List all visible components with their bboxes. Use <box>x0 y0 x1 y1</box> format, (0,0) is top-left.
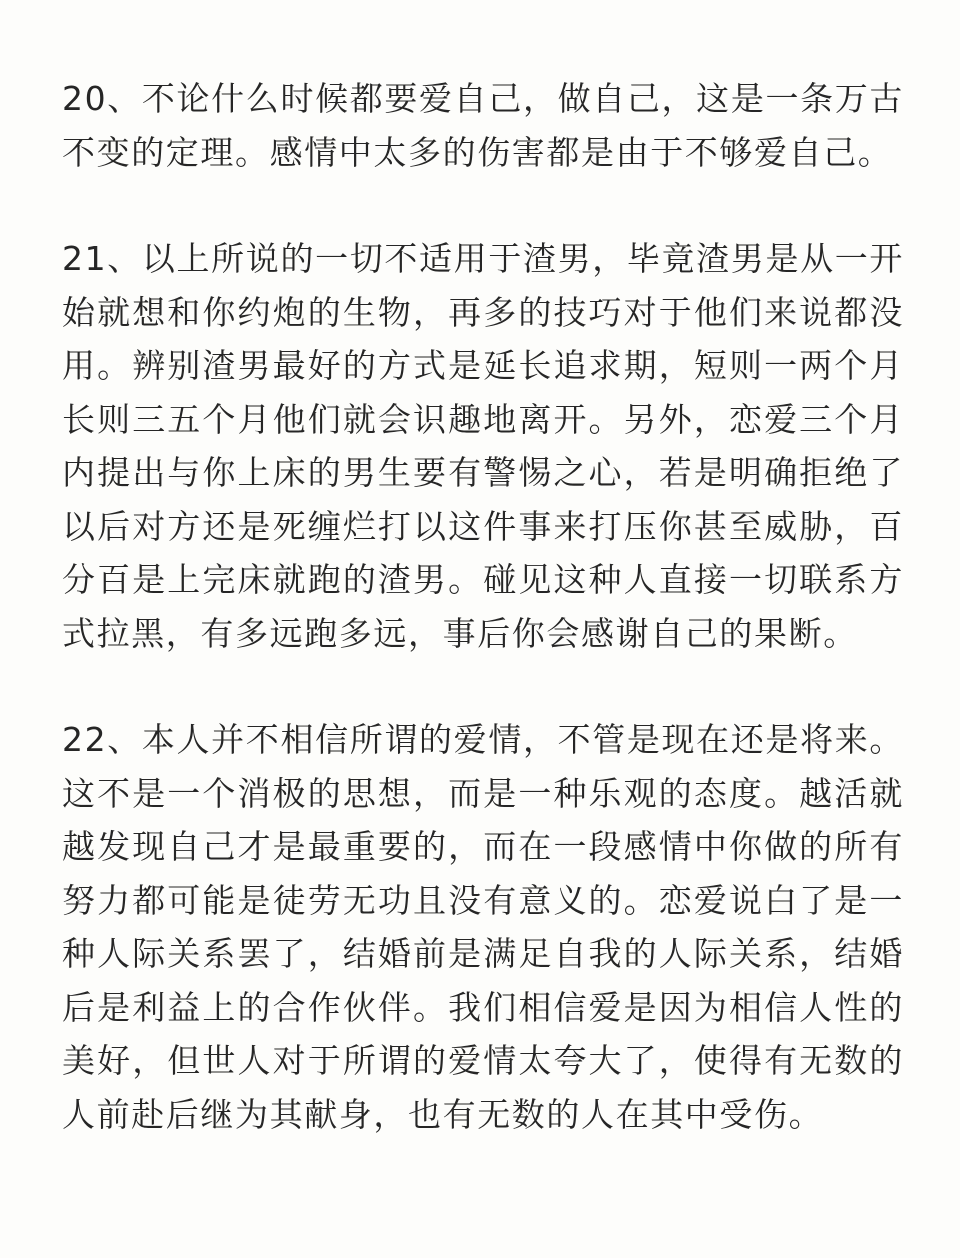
paragraph-22: 22、本人并不相信所谓的爱情，不管是现在还是将来。这不是一个消极的思想，而是一种乐观的态度。越活就越发现自己才是最重要的，而在一段感情中你做的所有努力都可能是徒劳无功且没有意义的。恋爱说白了是一种人际关系罢了，结婚前是满足自我的人际关系，结婚后是利益上的合作伙伴。我们相信爱是因为相信人性的美好，但世人对于所谓的爱情太夸大了，使得有无数的人前赴后继为其献身，也有无数的人在其中受伤。 <box>62 720 904 1134</box>
paragraph-21: 21、以上所说的一切不适用于渣男，毕竟渣男是从一开始就想和你约炮的生物，再多的技巧对于他们来说都没用。辨别渣男最好的方式是延长追求期，短则一两个月长则三五个月他们就会识趣地离开。另外，恋爱三个月内提出与你上床的男生要有警惕之心，若是明确拒绝了以后对方还是死缠烂打以这件事来打压你甚至威胁，百分百是上完床就跑的渣男。碰见这种人直接一切联系方式拉黑，有多远跑多远，事后你会感谢自己的果断。 <box>62 239 904 653</box>
paragraph-20: 20、不论什么时候都要爱自己，做自己，这是一条万古不变的定理。感情中太多的伤害都是由于不够爱自己。 <box>62 79 904 172</box>
